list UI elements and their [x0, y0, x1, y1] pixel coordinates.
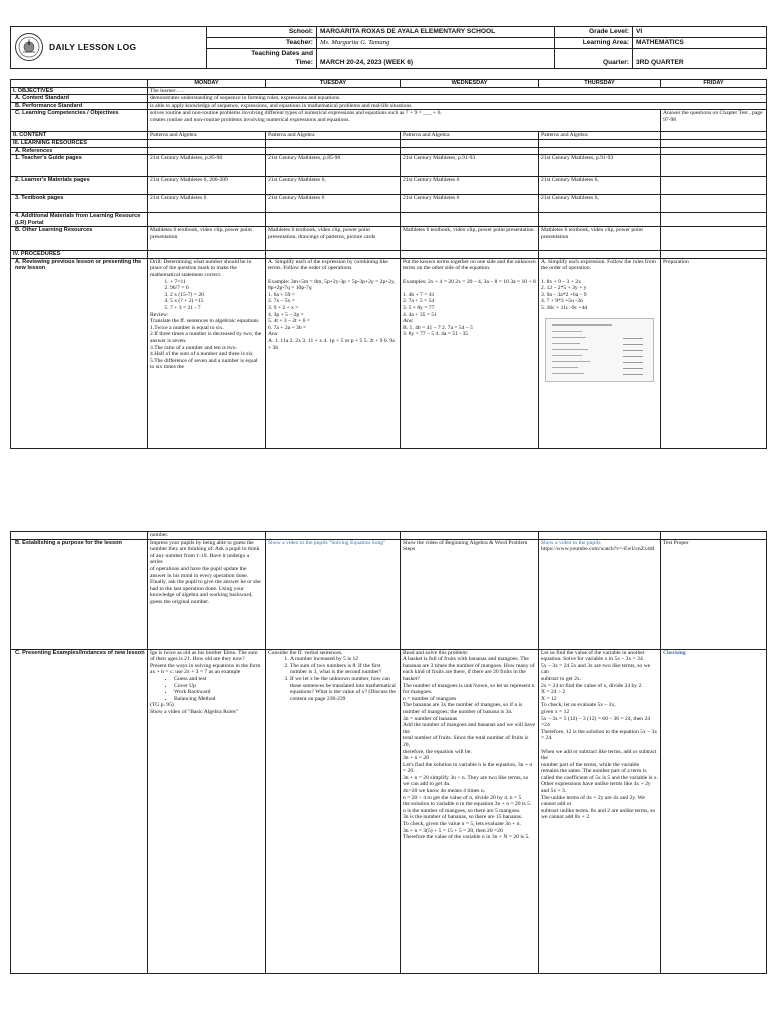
tg-tuesday: 21st Century Mathletes, p.85-90 [266, 155, 401, 177]
day-thursday: THURSDAY [539, 79, 661, 87]
page-title: DAILY LESSON LOG [49, 42, 137, 53]
content-standard-label: A. Content Standard [11, 95, 148, 103]
deped-seal-icon [14, 32, 44, 62]
other-thursday: Mathletes 6 textbook, video clip, power point presentation [539, 227, 661, 251]
quarter-value: 3RD QUARTER [633, 49, 767, 68]
grade-value: VI [633, 27, 767, 38]
drill-item: 2. 96/7 = 6 [170, 285, 263, 292]
method-item: • Work Backward [174, 689, 263, 696]
day-friday: FRIDAY [661, 79, 767, 87]
dates-label-line-1: Teaching Dates and [251, 50, 313, 58]
dates-label [207, 49, 317, 68]
content-tuesday: Patterns and Algebra [266, 132, 401, 140]
verbal-sentence-item: 3. If we let x be the unknown number, how can these sentences be translated into mathematical equations? What is the value of x? (Discuss the content on page 238-239 [290, 676, 398, 702]
day-header-row [11, 79, 767, 87]
presenting-monday [148, 649, 266, 973]
method-item: • Cover Up [174, 683, 263, 690]
area-value: MATHEMATICS [633, 38, 767, 49]
tg-thursday: 21st Century Mathletes, p.91-93 [539, 155, 661, 177]
drill-item: 3. 2 x (15-7) = 20 [170, 292, 263, 299]
worksheet-thumbnail [545, 318, 654, 382]
other-monday: Mathletes 6 textbook, video clip, power point presentation [148, 227, 266, 251]
day-monday: MONDAY [148, 79, 266, 87]
quarter-label: Quarter: [555, 49, 633, 68]
school-label: School: [207, 27, 317, 38]
additional-materials-label: 4. Additional Materials from Learning Resource (LR) Portal [11, 213, 148, 227]
verbal-sentence-item: 1. A number increased by 5 is 12 [290, 656, 398, 663]
content-thursday: Patterns and Algebra [539, 132, 661, 140]
teacher-label: Teacher: [207, 38, 317, 49]
purpose-thursday [539, 539, 661, 649]
solving-methods-list [150, 676, 263, 702]
references-label: A. References [11, 147, 148, 155]
grade-label: Grade Level: [555, 27, 633, 38]
lesson-table-page-2 [10, 531, 767, 974]
lesson-table-page-1 [10, 79, 767, 449]
video-url[interactable]: https://www.youtube.com/watch?v=-EwUcnZx4dI [541, 546, 655, 553]
other-resources-label: B. Other Learning Resources [11, 227, 148, 251]
objectives-intro: The learner….. [148, 87, 767, 95]
verbal-sentence-item: 2. The sum of two numbers is 8. If the first number is 3, what is the second number? [290, 663, 398, 676]
content-monday: Patterns and Algebra [148, 132, 266, 140]
teachers-guide-label: 1. Teacher's Guide pages [11, 155, 148, 177]
presenting-friday: Checking [661, 649, 767, 973]
reviewing-friday: Preparation [661, 258, 767, 448]
drill-list [150, 279, 263, 312]
textbook-label: 3. Textbook pages [11, 195, 148, 213]
content-wednesday: Patterns and Algebra [401, 132, 539, 140]
dates-value: MARCH 20-24, 2023 (WEEK 6) [317, 49, 555, 68]
presenting-monday-intro: Ige is twice as old as his brother Elmo. The sum of their ages is 21. How old are they now? Present the ways in solving equations in the form ax + b = c. use 2x + 3 = 7 as an example [150, 649, 261, 676]
lm-thursday: 21st Century Mathletes 6, [539, 177, 661, 195]
presenting-tuesday [266, 649, 401, 973]
page-1 [10, 26, 766, 449]
page-2 [10, 531, 766, 974]
reviewing-label: A. Reviewing previous lesson or presenting the new lesson [11, 258, 148, 448]
purpose-label: B. Establishing a purpose for the lesson [11, 539, 148, 649]
teacher-value: Ms. Margarita G. Tamang [317, 38, 555, 49]
area-label: Learning Area: [555, 38, 633, 49]
reviewing-thursday [539, 258, 661, 448]
performance-standard-label: B. Performance Standard [11, 102, 148, 110]
tg-wednesday: 21st Century Mathletes, p.91-93 [401, 155, 539, 177]
day-tuesday: TUESDAY [266, 79, 401, 87]
drill-item: 1. + 7=11 [170, 279, 263, 286]
objectives-label: I. OBJECTIVES [11, 87, 148, 95]
presenting-wednesday: Read and solve this problem: A basket is full of fruits with bananas and mangoes. The bananas are 3 times the number of mangoes. How many of each kind of fruits are there, if there are 20 fruits in the basket? The number of mangoes is unk?nown, so let us represent n for mangoes. n = number of mangoes The bananas are 3x the number of mangoes, so if n is number of mangoes; the number of banana is 3n. 3n = number of bananas Add the number of mangoes and bananas and we will have the total number of fruits. Since the total number of fruits is 20, therefore, the equation will be: 3n + n = 20 Let's find the solution to variable n is the equation, 3n + n = 20. 3n + n = 20 simplify 3n + n. They are two like terms, so we can add to get 4n. 4n=20 we know 4n means 4 times n. n = 20 ÷ 4 to get the value of n, divide 20 by 4. n = 5 the solution to variable n in the equation 3n + n = 20 is 5. n is the number of mangoes, so there are 5 mangoes. 3n is the number of bananas, so there are 15 bananas. To check, given the value n = 5, lets evaluate 3n + n. 3n + n = 3(5) + 5 = 15 + 5 = 20, then 20 =20 Therefore the value of the variable n in 3n + N = 20 is 5. [401, 649, 539, 973]
presenting-tuesday-intro: Consider the ff. verbal sentences. [268, 649, 343, 656]
purpose-monday: Impress your pupils by being able to guess the number they are thinking of. Ask a pupil to think of any number from 1-10. Have it undergo a series of operations and have the pupil update the answer in his mind in every operation done. Finally, ask the pupil to give the answer he or she had to the last operation done. Using your knowledge of algebra and working backward, guess the original number. [148, 539, 266, 649]
video-link-label[interactable]: Show a video to the pupils [541, 539, 601, 546]
reviewing-thursday-text: A. Simplify each expression. Follow the rules from the order of operation. 1. 8x + 9 – 3 + 2x 2. 12 – 2*5 + 3y + y 3. 9a – 3a*2 +6a – 9 4. 7 + 9*3 +5n -3n 5. 36c + 11c -9c +4d [541, 258, 656, 312]
competencies-label: C. Learning Competencies / Objectives [11, 110, 148, 132]
method-item: • Balancing Method [174, 696, 263, 703]
tb-monday: 21st Century Mathletes 6 [148, 195, 266, 213]
lm-tuesday: 21st Century Mathletes 6, [266, 177, 401, 195]
purpose-wednesday: Show the video of Beginning Algebra & Word Problem Steps [401, 539, 539, 649]
verbal-sentences-list [268, 656, 398, 702]
content-friday [661, 132, 767, 140]
dates-label-line-2: Time: [295, 58, 313, 66]
presenting-thursday: Let us find the value of the variable in another equation. Solve for variable x in 5x – 3x = 24. 5x – 3x = 24 5x and 3x are two like terms, so we can subtract to get 2x. 2x = 24 to find the value of x, divide 24 by 2. X = 24 ÷ 2 X = 12 To check, let us evaluate 5x – 3x, given x = 12 5x – 3x = 5 (12) – 3 (12) = 60 – 36 = 24, then 24 =24 Therefore, 12 is the solution to the equation 5x – 3x = 24. When we add or subtract like terms, add or subtract the number part of the terms, while the variable remains the same. The number part of a term is called the coefficient of 5x is 5 and the variable is x. Other expressions have unlike terms like 4x + 2y and 5x + 3. The unlike terms of 4x + 2y are 4x and 2y. We cannot add or subtract unlike terms. 8x and 2 are unlike terms, so we cannot add 8x + 2. [539, 649, 661, 973]
content-label: II. CONTENT [11, 132, 148, 140]
drill-item: 4. 5 x (? + 2) =15 [170, 298, 263, 305]
review-text: Review: Translate the ff. sentences to algebraic equations 1.Twice a number is equal to six. 2.If three times a number is decreased by two, the answer is seven. 3.The ratio of a number and ten is two. 4.Half of the sum of a number and three is six 5.The difference of seven and a number is equal to six times the [150, 311, 262, 371]
reviewing-tuesday: A. Simplify each of the expression by combining like terms. Follow the order of operations. Example: 3m+5m = 8m, 5p+2y-3p = 5p-3p+2y = 2p+2y, 8p+2p-7q = 10p-7q 1. 6a + 59 = 2. 7x – 5x = 3. 9 + 2 + x = 4. 3p + 5 – 2p = 5. 4t + 3 – 2t + 6 = 6. 7a + 2a + 3b = Ans: A. 1. 11a 2. 2x 3. 11 + x 4. 1p + 5 or p + 5 5. 2t + 9 6. 9a + 3b [266, 258, 401, 448]
lm-wednesday: 21st Century Mathletes 6 [401, 177, 539, 195]
corner-cell [11, 79, 148, 87]
method-item: • Guess and test [174, 676, 263, 683]
procedures-label: IV. PROCEDURES [11, 251, 148, 259]
other-wednesday: Mathletes 6 textbook, video clip, power point presentation [401, 227, 539, 251]
other-tuesday: Mathletes 6 textbook, video clip, power point presentation, drawings of patterns, picture cards [266, 227, 401, 251]
header-logo-cell [11, 27, 207, 69]
competencies: solves routine and non-routine problems involving different types of numerical expressions and equations such as 7 + 9 = ___ + 6. creates routine and non-routine problems involving numerical expressions and equations. [148, 110, 661, 132]
performance-standard: is able to apply knowledge of sequence, expressions, and equations in mathematical problems and real-life situations. [148, 102, 767, 110]
drill-item: 5. 7 + 3 = 21 - 7 [170, 305, 263, 312]
tg-monday: 21st Century Mathletes, p.85-90 [148, 155, 266, 177]
drill-intro: Drill: Determining what number should be in place of the question mark to make the mathematical statement correct. [150, 258, 252, 279]
reviewing-wednesday: Put the known terms together on one side and the unknown terms on the other side of the equation. Examples: 2x + 4 = 20 2x = 20 – 4, 3a – 8 = 10 3a = 10 + 8 1. 4b + 7 = 41 2. 7a + 5 = 54 3. 5 + 8y = 77 4. 4a + 35 = 51 Ans: B. 1. 4b = 41 – 7 2. 7a = 54 – 5 3. 8y = 77 – 5 4. 4a = 51 - 35 [401, 258, 539, 448]
reviewing-monday-cont: number. [148, 532, 266, 540]
purpose-friday: Test Proper [661, 539, 767, 649]
tb-tuesday: 21st Century Mathletes 6 [266, 195, 401, 213]
tb-wednesday: 21st Century Mathletes 6 [401, 195, 539, 213]
presenting-monday-rest: (TG p. 95) Show a video of "Basic Algebra Rules" [150, 702, 239, 715]
presenting-label: C. Presenting Examples/Instances of new lesson [11, 649, 148, 973]
resources-label: III. LEARNING RESOURCES [11, 139, 148, 147]
content-standard: demonstrates understanding of sequence in forming rules, expressions and equations. [148, 95, 767, 103]
tb-thursday: 21st Century Mathletes 6, [539, 195, 661, 213]
header-table [10, 26, 767, 69]
competencies-friday: Answer the questions on Chapter Test , page 97-98 [661, 110, 767, 132]
learners-materials-label: 2. Learner's Materials pages [11, 177, 148, 195]
reviewing-monday [148, 258, 266, 448]
school-value: MARGARITA ROXAS DE AYALA ELEMENTARY SCHOOL [317, 27, 555, 38]
lm-monday: 21st Century Mathletes 6, 200-209 [148, 177, 266, 195]
day-wednesday: WEDNESDAY [401, 79, 539, 87]
purpose-tuesday: Show a video to the pupils "Solving Equation Song" [266, 539, 401, 649]
